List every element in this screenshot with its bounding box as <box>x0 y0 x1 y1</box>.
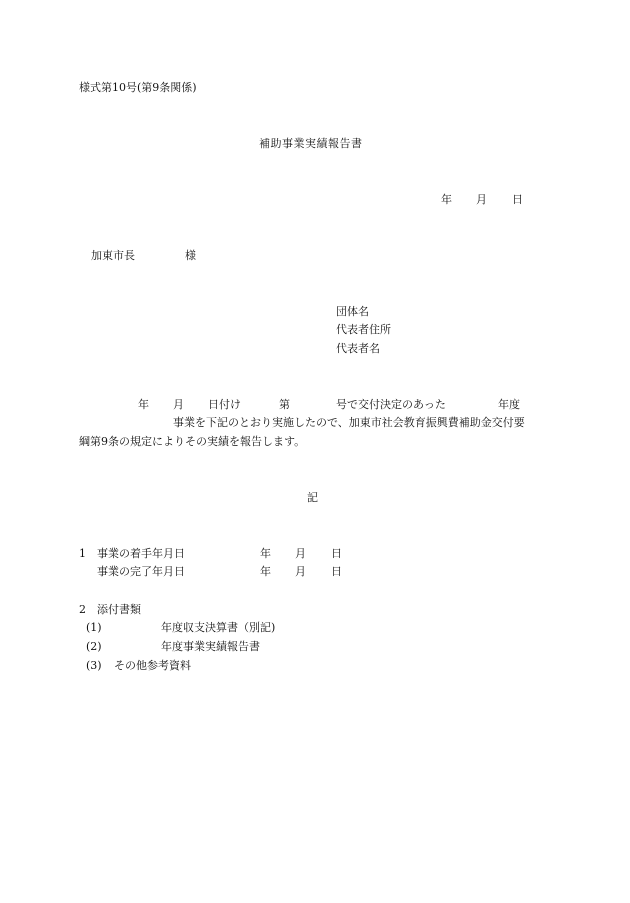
section2-number: 2 <box>79 603 86 616</box>
org-name-label: 団体名 <box>336 305 369 318</box>
rep-address-label: 代表者住所 <box>336 323 391 336</box>
section1-end-day: 日 <box>331 565 342 578</box>
body-line-3: 綱第9条の規定によりその実績を報告します。 <box>79 435 306 448</box>
document-title: 補助事業実績報告書 <box>259 137 363 150</box>
body-line-2: 事業を下記のとおり実施したので、加東市社会教育振興費補助金交付要 <box>173 416 525 429</box>
ki-marker: 記 <box>307 491 318 504</box>
date-day: 日 <box>512 193 523 206</box>
body-year: 年 <box>138 398 149 411</box>
body-fiscal-year: 年度 <box>498 398 520 411</box>
attachment-1-num: (1) <box>86 621 102 634</box>
section1-start-month: 月 <box>295 547 306 560</box>
section1-number: 1 <box>79 547 86 560</box>
rep-name-label: 代表者名 <box>336 342 380 355</box>
date-year: 年 <box>441 193 452 206</box>
section2-title: 添付書類 <box>97 603 141 616</box>
attachment-2-num: (2) <box>86 640 102 653</box>
section1-end-month: 月 <box>295 565 306 578</box>
attachment-3-text: その他参考資料 <box>114 659 191 672</box>
form-number: 様式第10号(第9条関係) <box>79 81 197 94</box>
attachment-2-text: 年度事業実績報告書 <box>161 640 260 653</box>
addressee-name: 加東市長 <box>91 249 135 262</box>
body-go-decision: 号で交付決定のあった <box>336 398 446 411</box>
body-dai: 第 <box>279 398 290 411</box>
attachment-3-num: (3) <box>86 659 102 672</box>
section1-start-year: 年 <box>260 547 271 560</box>
section1-end-label: 事業の完了年月日 <box>97 565 185 578</box>
section1-start-day: 日 <box>331 547 342 560</box>
body-day-dated: 日付け <box>208 398 241 411</box>
body-month: 月 <box>173 398 184 411</box>
section1-start-label: 事業の着手年月日 <box>97 547 185 560</box>
addressee-honorific: 様 <box>185 249 196 262</box>
section1-end-year: 年 <box>260 565 271 578</box>
date-month: 月 <box>476 193 487 206</box>
attachment-1-text: 年度収支決算書（別記) <box>161 621 276 634</box>
